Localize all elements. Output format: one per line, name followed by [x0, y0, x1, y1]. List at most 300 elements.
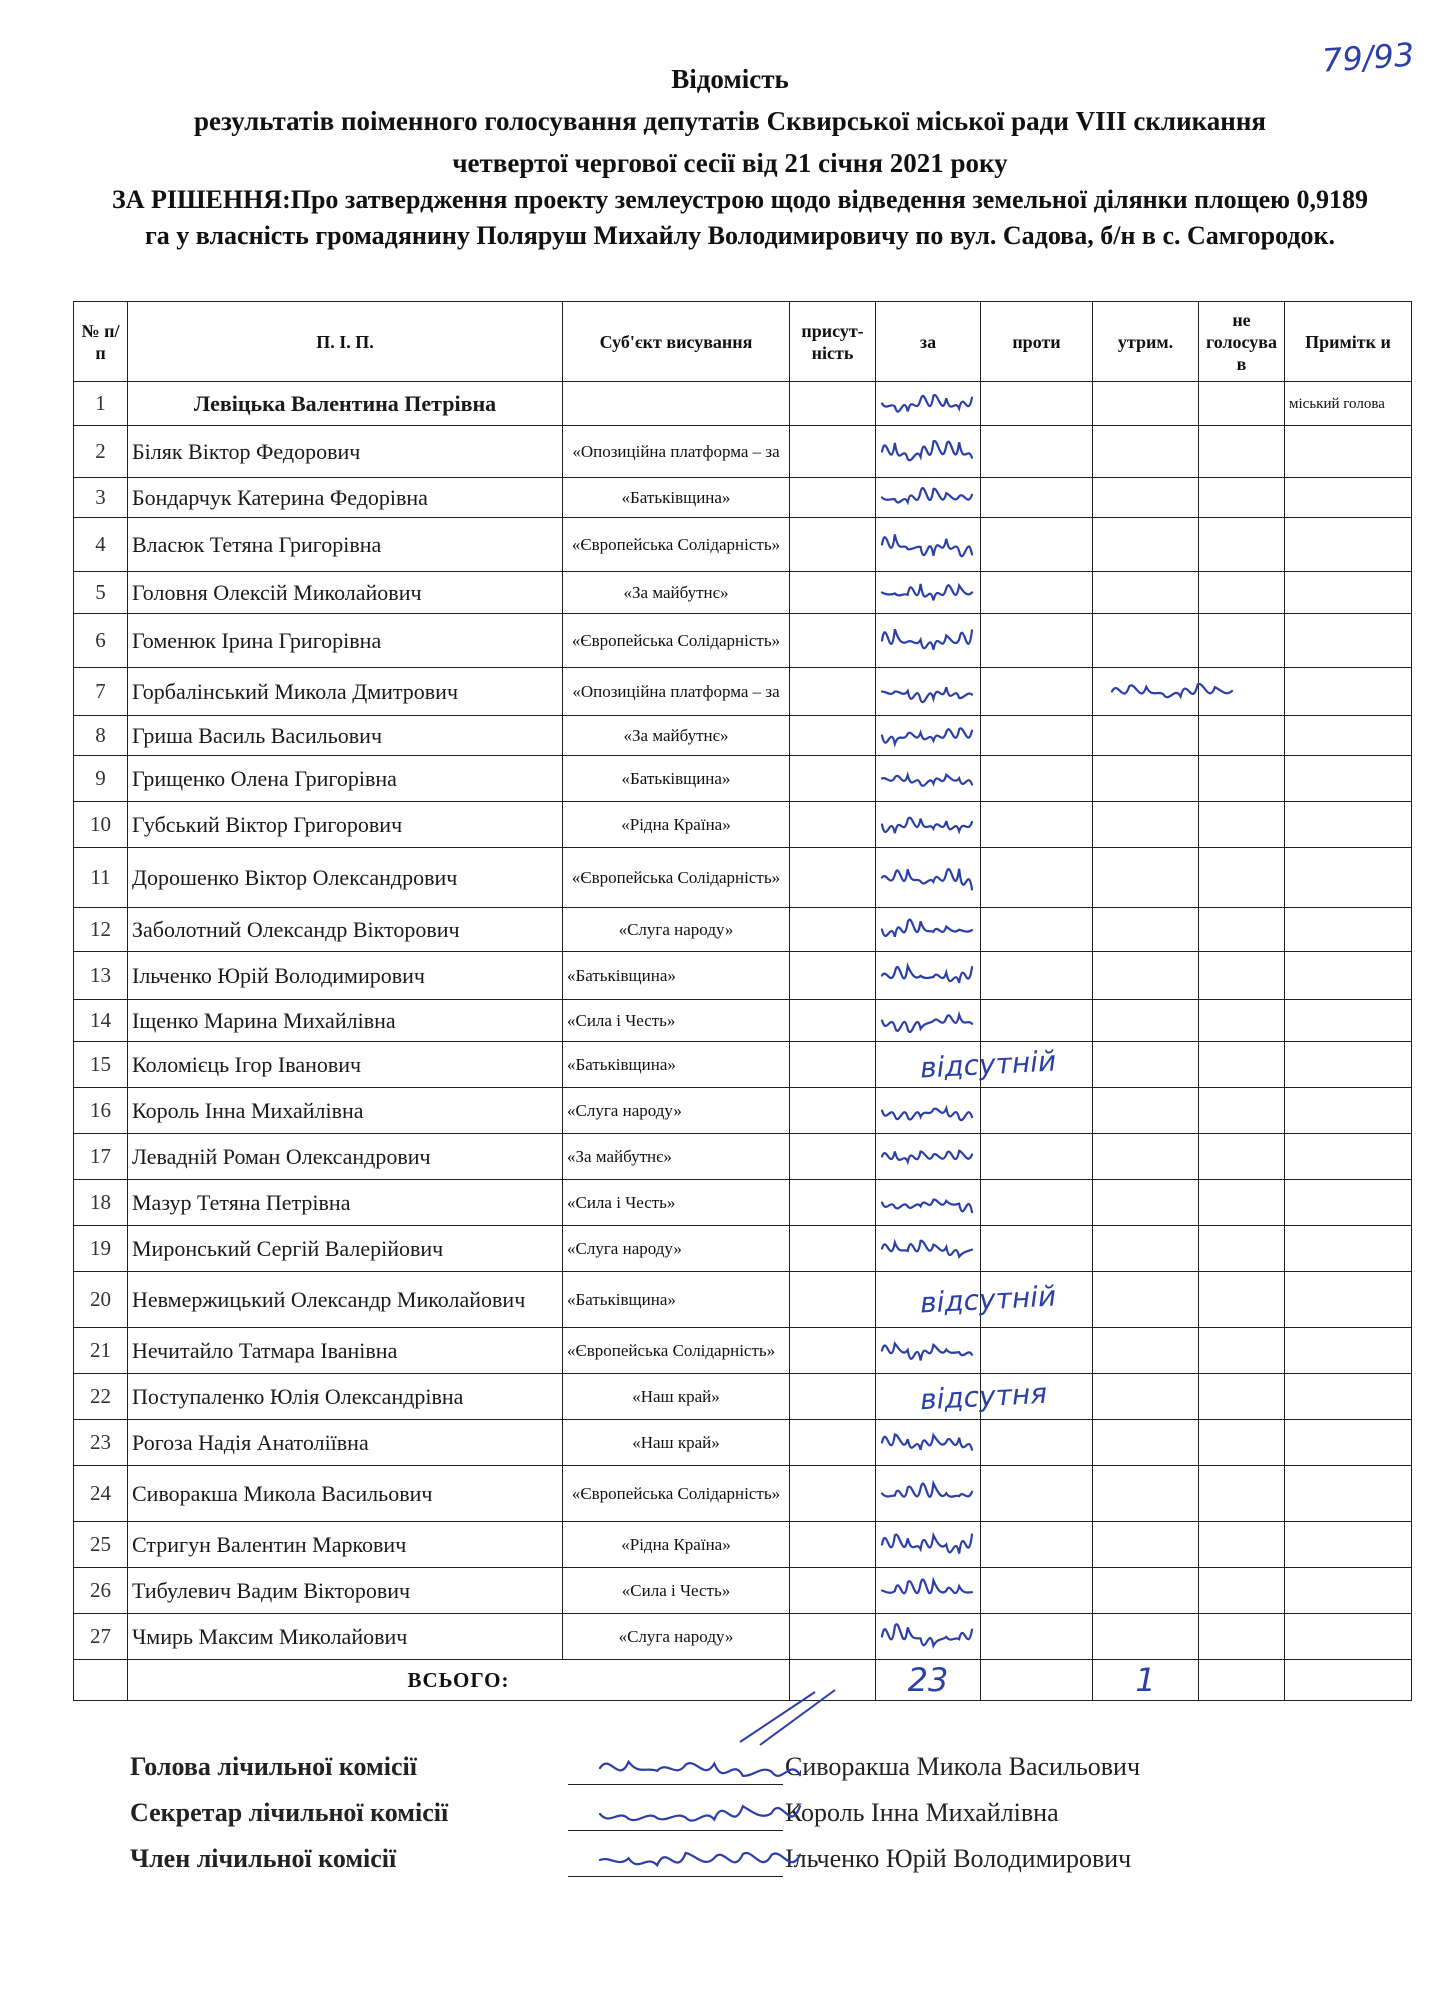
absent-note: відсутній	[919, 1044, 1057, 1085]
vote-abstain-cell	[1093, 1328, 1199, 1374]
vote-against-cell	[981, 1134, 1093, 1180]
present-cell	[790, 1420, 876, 1466]
vote-abstain-cell	[1093, 668, 1199, 716]
nominating-party: «Сила і Честь»	[563, 1180, 790, 1226]
vote-abstain-cell	[1093, 1522, 1199, 1568]
vote-for-cell	[876, 1522, 981, 1568]
nominating-party: «Слуга народу»	[563, 1088, 790, 1134]
not-voted-cell	[1199, 1272, 1285, 1328]
vote-against-cell	[981, 1088, 1093, 1134]
vote-for-cell	[876, 1134, 981, 1180]
row-number: 7	[74, 668, 128, 716]
vote-abstain-cell	[1093, 1466, 1199, 1522]
nominating-party	[563, 382, 790, 426]
deputy-name: Власюк Тетяна Григорівна	[128, 518, 563, 572]
notes-cell	[1285, 848, 1412, 908]
notes-cell	[1285, 952, 1412, 1000]
vote-abstain-cell	[1093, 1226, 1199, 1272]
vote-against-cell	[981, 952, 1093, 1000]
table-row	[74, 1272, 1412, 1328]
table-row	[74, 756, 1412, 802]
vote-against-cell	[981, 1226, 1093, 1272]
not-voted-cell	[1199, 952, 1285, 1000]
present-cell	[790, 802, 876, 848]
total-label: ВСЬОГО:	[128, 1660, 790, 1701]
total-against-cell	[981, 1660, 1093, 1701]
vote-abstain-cell	[1093, 716, 1199, 756]
signature-role: Секретар лічильної комісії	[130, 1798, 449, 1827]
nominating-party: «За майбутнє»	[563, 716, 790, 756]
present-cell	[790, 478, 876, 518]
table-row	[74, 1328, 1412, 1374]
nominating-party: «Рідна Країна»	[563, 802, 790, 848]
nominating-party: «За майбутнє»	[563, 572, 790, 614]
vote-against-cell	[981, 1568, 1093, 1614]
notes-cell	[1285, 1568, 1412, 1614]
vote-for-cell	[876, 756, 981, 802]
vote-against-cell	[981, 756, 1093, 802]
not-voted-cell	[1199, 1328, 1285, 1374]
table-row	[74, 1522, 1412, 1568]
vote-against-cell	[981, 1000, 1093, 1042]
nominating-party: «Опозиційна платформа – за	[563, 668, 790, 716]
vote-for-cell	[876, 1420, 981, 1466]
table-row	[74, 668, 1412, 716]
notes-cell	[1285, 908, 1412, 952]
notes-cell	[1285, 802, 1412, 848]
nominating-party: «Рідна Країна»	[563, 1522, 790, 1568]
vote-for-cell	[876, 614, 981, 668]
deputy-name: Нечитайло Татмара Іванівна	[128, 1328, 563, 1374]
signature-line	[568, 1784, 783, 1785]
header-not-voted: не голосува в	[1199, 302, 1285, 382]
row-number: 12	[74, 908, 128, 952]
nominating-party: «Європейська Солідарність»	[563, 1328, 790, 1374]
vote-abstain-cell	[1093, 1374, 1199, 1420]
deputy-name: Заболотний Олександр Вікторович	[128, 908, 563, 952]
notes-cell	[1285, 1420, 1412, 1466]
not-voted-cell	[1199, 1226, 1285, 1272]
vote-against-cell	[981, 1466, 1093, 1522]
deputy-name: Ільченко Юрій Володимирович	[128, 952, 563, 1000]
present-cell	[790, 1522, 876, 1568]
not-voted-cell	[1199, 1568, 1285, 1614]
present-cell	[790, 1272, 876, 1328]
deputy-name: Рогоза Надія Анатоліївна	[128, 1420, 563, 1466]
vote-against-cell	[981, 1420, 1093, 1466]
notes-cell	[1285, 1522, 1412, 1568]
signature-row	[130, 1752, 1280, 1798]
vote-for-cell	[876, 1466, 981, 1522]
not-voted-cell	[1199, 1088, 1285, 1134]
notes-cell	[1285, 1226, 1412, 1272]
header-num: № п/п	[74, 302, 128, 382]
decision-text: ЗА РІШЕННЯ:Про затвердження проекту землеустрою щодо відведення земельної ділянки площею 0,9189 га у власність громадянину Поляруш Михайлу Володимировичу по вул. Садова, б/н в с. Самгородок.	[111, 185, 1369, 250]
not-voted-cell	[1199, 848, 1285, 908]
table-row	[74, 1042, 1412, 1088]
signature-row	[130, 1798, 1280, 1844]
vote-for-cell	[876, 1042, 1057, 1088]
nominating-party: «Європейська Солідарність»	[563, 518, 790, 572]
row-number: 22	[74, 1374, 128, 1420]
deputy-name: Левадній Роман Олександрович	[128, 1134, 563, 1180]
signature-line	[568, 1876, 783, 1877]
total-present-cell	[790, 1660, 876, 1701]
vote-against-cell	[981, 908, 1093, 952]
notes-cell	[1285, 1374, 1412, 1420]
notes-cell	[1285, 1180, 1412, 1226]
table-row	[74, 518, 1412, 572]
vote-for-cell	[876, 668, 981, 716]
vote-against-cell	[981, 614, 1093, 668]
vote-abstain-cell	[1093, 1088, 1199, 1134]
vote-against-cell	[981, 478, 1093, 518]
notes-cell	[1285, 1088, 1412, 1134]
vote-against-cell	[981, 848, 1093, 908]
nominating-party: «Батьківщина»	[563, 1272, 790, 1328]
header-subject: Суб'єкт висування	[563, 302, 790, 382]
notes-cell	[1285, 518, 1412, 572]
signature-name: Король Інна Михайлівна	[785, 1798, 1059, 1827]
deputy-name: Коломієць Ігор Іванович	[128, 1042, 563, 1088]
present-cell	[790, 952, 876, 1000]
not-voted-cell	[1199, 1000, 1285, 1042]
row-number: 16	[74, 1088, 128, 1134]
notes-cell: міський голова	[1285, 382, 1412, 426]
not-voted-cell	[1199, 1374, 1285, 1420]
vote-for-cell	[876, 1614, 981, 1660]
signature-row	[130, 1844, 1280, 1890]
vote-against-cell	[981, 518, 1093, 572]
vote-for-cell	[876, 572, 981, 614]
row-number: 21	[74, 1328, 128, 1374]
deputy-name: Головня Олексій Миколайович	[128, 572, 563, 614]
row-number: 8	[74, 716, 128, 756]
vote-abstain-cell	[1093, 1420, 1199, 1466]
present-cell	[790, 1226, 876, 1272]
deputy-name: Біляк Віктор Федорович	[128, 426, 563, 478]
deputy-name: Бондарчук Катерина Федорівна	[128, 478, 563, 518]
nominating-party: «Опозиційна платформа – за	[563, 426, 790, 478]
deputy-name: Гоменюк Ірина Григорівна	[128, 614, 563, 668]
vote-for-cell	[876, 478, 981, 518]
nominating-party: «Наш край»	[563, 1420, 790, 1466]
not-voted-cell	[1199, 1522, 1285, 1568]
table-row	[74, 1134, 1412, 1180]
voting-table	[73, 301, 1412, 1701]
not-voted-cell	[1199, 426, 1285, 478]
vote-for-cell	[876, 908, 981, 952]
vote-abstain-cell	[1093, 1614, 1199, 1660]
vote-abstain-cell	[1093, 518, 1199, 572]
vote-for-cell	[876, 802, 981, 848]
nominating-party: «Слуга народу»	[563, 908, 790, 952]
not-voted-cell	[1199, 1614, 1285, 1660]
row-number: 1	[74, 382, 128, 426]
row-number: 3	[74, 478, 128, 518]
table-row	[74, 1614, 1412, 1660]
signature-role: Голова лічильної комісії	[130, 1752, 417, 1781]
notes-cell	[1285, 716, 1412, 756]
nominating-party: «Батьківщина»	[563, 1042, 790, 1088]
table-row	[74, 1466, 1412, 1522]
vote-against-cell	[981, 1614, 1093, 1660]
vote-abstain-cell	[1093, 1134, 1199, 1180]
vote-abstain-cell	[1093, 952, 1199, 1000]
vote-abstain-cell	[1093, 1042, 1199, 1088]
header-notes: Примітк и	[1285, 302, 1412, 382]
total-not-voted-cell	[1199, 1660, 1285, 1701]
notes-cell	[1285, 614, 1412, 668]
notes-cell	[1285, 1614, 1412, 1660]
table-row	[74, 908, 1412, 952]
deputy-name: Мазур Тетяна Петрівна	[128, 1180, 563, 1226]
deputy-name: Миронський Сергій Валерійович	[128, 1226, 563, 1272]
not-voted-cell	[1199, 1420, 1285, 1466]
row-number: 6	[74, 614, 128, 668]
table-row	[74, 848, 1412, 908]
present-cell	[790, 572, 876, 614]
vote-against-cell	[981, 1180, 1093, 1226]
present-cell	[790, 1134, 876, 1180]
nominating-party: «Батьківщина»	[563, 952, 790, 1000]
absent-note: відсутня	[919, 1376, 1048, 1417]
signature-name: Ільченко Юрій Володимирович	[785, 1844, 1132, 1873]
nominating-party: «За майбутнє»	[563, 1134, 790, 1180]
header-present: присут-ність	[790, 302, 876, 382]
notes-cell	[1285, 1042, 1412, 1088]
title-line-3: четвертої чергової сесії від 21 січня 2021 року	[452, 148, 1008, 178]
not-voted-cell	[1199, 1042, 1285, 1088]
table-row	[74, 952, 1412, 1000]
vote-for-cell	[876, 1328, 981, 1374]
nominating-party: «Сила і Честь»	[563, 1568, 790, 1614]
row-number: 23	[74, 1420, 128, 1466]
table-row	[74, 572, 1412, 614]
absent-note: відсутній	[919, 1279, 1057, 1320]
notes-cell	[1285, 1466, 1412, 1522]
table-row	[74, 426, 1412, 478]
vote-for-cell	[876, 1088, 981, 1134]
deputy-name: Чмирь Максим Миколайович	[128, 1614, 563, 1660]
deputy-name: Тибулевич Вадим Вікторович	[128, 1568, 563, 1614]
nominating-party: «Слуга народу»	[563, 1614, 790, 1660]
row-number: 9	[74, 756, 128, 802]
nominating-party: «Батьківщина»	[563, 756, 790, 802]
notes-cell	[1285, 572, 1412, 614]
vote-against-cell	[981, 668, 1093, 716]
row-number: 4	[74, 518, 128, 572]
vote-against-cell	[981, 382, 1093, 426]
notes-cell	[1285, 1328, 1412, 1374]
vote-for-cell	[876, 1180, 981, 1226]
row-number: 13	[74, 952, 128, 1000]
row-number: 19	[74, 1226, 128, 1272]
vote-abstain-cell	[1093, 426, 1199, 478]
not-voted-cell	[1199, 802, 1285, 848]
not-voted-cell	[1199, 756, 1285, 802]
not-voted-cell	[1199, 1466, 1285, 1522]
notes-cell	[1285, 756, 1412, 802]
total-notes-cell	[1285, 1660, 1412, 1701]
total-for-cell	[876, 1660, 981, 1701]
deputy-name: Король Інна Михайлівна	[128, 1088, 563, 1134]
vote-abstain-cell	[1093, 908, 1199, 952]
deputy-name: Грищенко Олена Григорівна	[128, 756, 563, 802]
row-number: 5	[74, 572, 128, 614]
row-number: 11	[74, 848, 128, 908]
vote-for-cell	[876, 1374, 1048, 1420]
vote-abstain-cell	[1093, 848, 1199, 908]
table-row	[74, 1420, 1412, 1466]
row-number: 14	[74, 1000, 128, 1042]
not-voted-cell	[1199, 1180, 1285, 1226]
header-abstain: утрим.	[1093, 302, 1199, 382]
present-cell	[790, 756, 876, 802]
table-row	[74, 716, 1412, 756]
notes-cell	[1285, 668, 1412, 716]
not-voted-cell	[1199, 716, 1285, 756]
row-number: 25	[74, 1522, 128, 1568]
row-number: 26	[74, 1568, 128, 1614]
not-voted-cell	[1199, 1134, 1285, 1180]
vote-against-cell	[981, 426, 1093, 478]
present-cell	[790, 1000, 876, 1042]
present-cell	[790, 426, 876, 478]
signature-line	[568, 1830, 783, 1831]
present-cell	[790, 668, 876, 716]
table-row	[74, 478, 1412, 518]
table-row	[74, 1000, 1412, 1042]
row-number: 15	[74, 1042, 128, 1088]
total-row	[74, 1660, 1412, 1701]
notes-cell	[1285, 1000, 1412, 1042]
vote-abstain-cell	[1093, 802, 1199, 848]
table-row	[74, 1374, 1412, 1420]
present-cell	[790, 1042, 876, 1088]
present-cell	[790, 716, 876, 756]
not-voted-cell	[1199, 518, 1285, 572]
nominating-party: «Європейська Солідарність»	[563, 614, 790, 668]
not-voted-cell	[1199, 668, 1285, 716]
nominating-party: «Наш край»	[563, 1374, 790, 1420]
not-voted-cell	[1199, 614, 1285, 668]
present-cell	[790, 382, 876, 426]
signature-name: Сиворакша Микола Васильович	[785, 1752, 1141, 1781]
present-cell	[790, 614, 876, 668]
notes-cell	[1285, 478, 1412, 518]
table-row	[74, 614, 1412, 668]
title-line-2: результатів поіменного голосування депутатів Сквирської міської ради VIII скликання	[193, 106, 1267, 136]
row-number: 27	[74, 1614, 128, 1660]
not-voted-cell	[1199, 572, 1285, 614]
header-against: проти	[981, 302, 1093, 382]
row-number: 20	[74, 1272, 128, 1328]
vote-for-cell	[876, 716, 981, 756]
vote-against-cell	[981, 802, 1093, 848]
vote-against-cell	[981, 1328, 1093, 1374]
deputy-name: Стригун Валентин Маркович	[128, 1522, 563, 1568]
table-header-row	[74, 302, 1412, 382]
table-row	[74, 1180, 1412, 1226]
row-number: 2	[74, 426, 128, 478]
total-abstain-cell	[1093, 1660, 1199, 1701]
table-row	[74, 382, 1412, 426]
present-cell	[790, 1614, 876, 1660]
vote-abstain-cell	[1093, 756, 1199, 802]
vote-for-cell	[876, 1226, 981, 1272]
document-title	[60, 58, 1400, 184]
vote-for-cell	[876, 1272, 1057, 1328]
not-voted-cell	[1199, 478, 1285, 518]
vote-abstain-cell	[1093, 382, 1199, 426]
vote-for-cell	[876, 426, 981, 478]
present-cell	[790, 1568, 876, 1614]
present-cell	[790, 908, 876, 952]
vote-abstain-cell	[1093, 1180, 1199, 1226]
row-number: 18	[74, 1180, 128, 1226]
deputy-name: Іщенко Марина Михайлівна	[128, 1000, 563, 1042]
deputy-name: Губський Віктор Григорович	[128, 802, 563, 848]
deputy-name: Горбалінський Микола Дмитрович	[128, 668, 563, 716]
table-row	[74, 1088, 1412, 1134]
nominating-party: «Європейська Солідарність»	[563, 848, 790, 908]
deputy-name: Сиворакша Микола Васильович	[128, 1466, 563, 1522]
row-number: 17	[74, 1134, 128, 1180]
notes-cell	[1285, 426, 1412, 478]
header-name: П. І. П.	[128, 302, 563, 382]
present-cell	[790, 1180, 876, 1226]
vote-against-cell	[981, 1522, 1093, 1568]
vote-for-cell	[876, 952, 981, 1000]
present-cell	[790, 1466, 876, 1522]
vote-against-cell	[981, 716, 1093, 756]
vote-abstain-cell	[1093, 1000, 1199, 1042]
row-number: 10	[74, 802, 128, 848]
vote-abstain-cell	[1093, 572, 1199, 614]
deputy-name: Невмержицький Олександр Миколайович	[128, 1272, 563, 1328]
header-for: за	[876, 302, 981, 382]
title-line-1: Відомість	[671, 64, 789, 94]
deputy-name: Левіцька Валентина Петрівна	[128, 382, 563, 426]
vote-abstain-cell	[1093, 614, 1199, 668]
deputy-name: Поступаленко Юлія Олександрівна	[128, 1374, 563, 1420]
nominating-party: «Батьківщина»	[563, 478, 790, 518]
nominating-party: «Слуга народу»	[563, 1226, 790, 1272]
vote-for-cell	[876, 848, 981, 908]
present-cell	[790, 518, 876, 572]
present-cell	[790, 1088, 876, 1134]
row-number: 24	[74, 1466, 128, 1522]
signature-role: Член лічильної комісії	[130, 1844, 397, 1873]
total-for-value: 23	[907, 1661, 949, 1699]
table-row	[74, 802, 1412, 848]
vote-for-cell	[876, 518, 981, 572]
table-row	[74, 1226, 1412, 1272]
vote-abstain-cell	[1093, 1272, 1199, 1328]
deputy-name: Гриша Василь Васильович	[128, 716, 563, 756]
total-num-cell	[74, 1660, 128, 1701]
vote-for-cell	[876, 382, 981, 426]
notes-cell	[1285, 1134, 1412, 1180]
vote-against-cell	[981, 572, 1093, 614]
present-cell	[790, 848, 876, 908]
page-number: 79/93	[1320, 35, 1416, 80]
total-abstain-value: 1	[1135, 1661, 1156, 1699]
nominating-party: «Європейська Солідарність»	[563, 1466, 790, 1522]
table-row	[74, 1568, 1412, 1614]
vote-for-cell	[876, 1568, 981, 1614]
